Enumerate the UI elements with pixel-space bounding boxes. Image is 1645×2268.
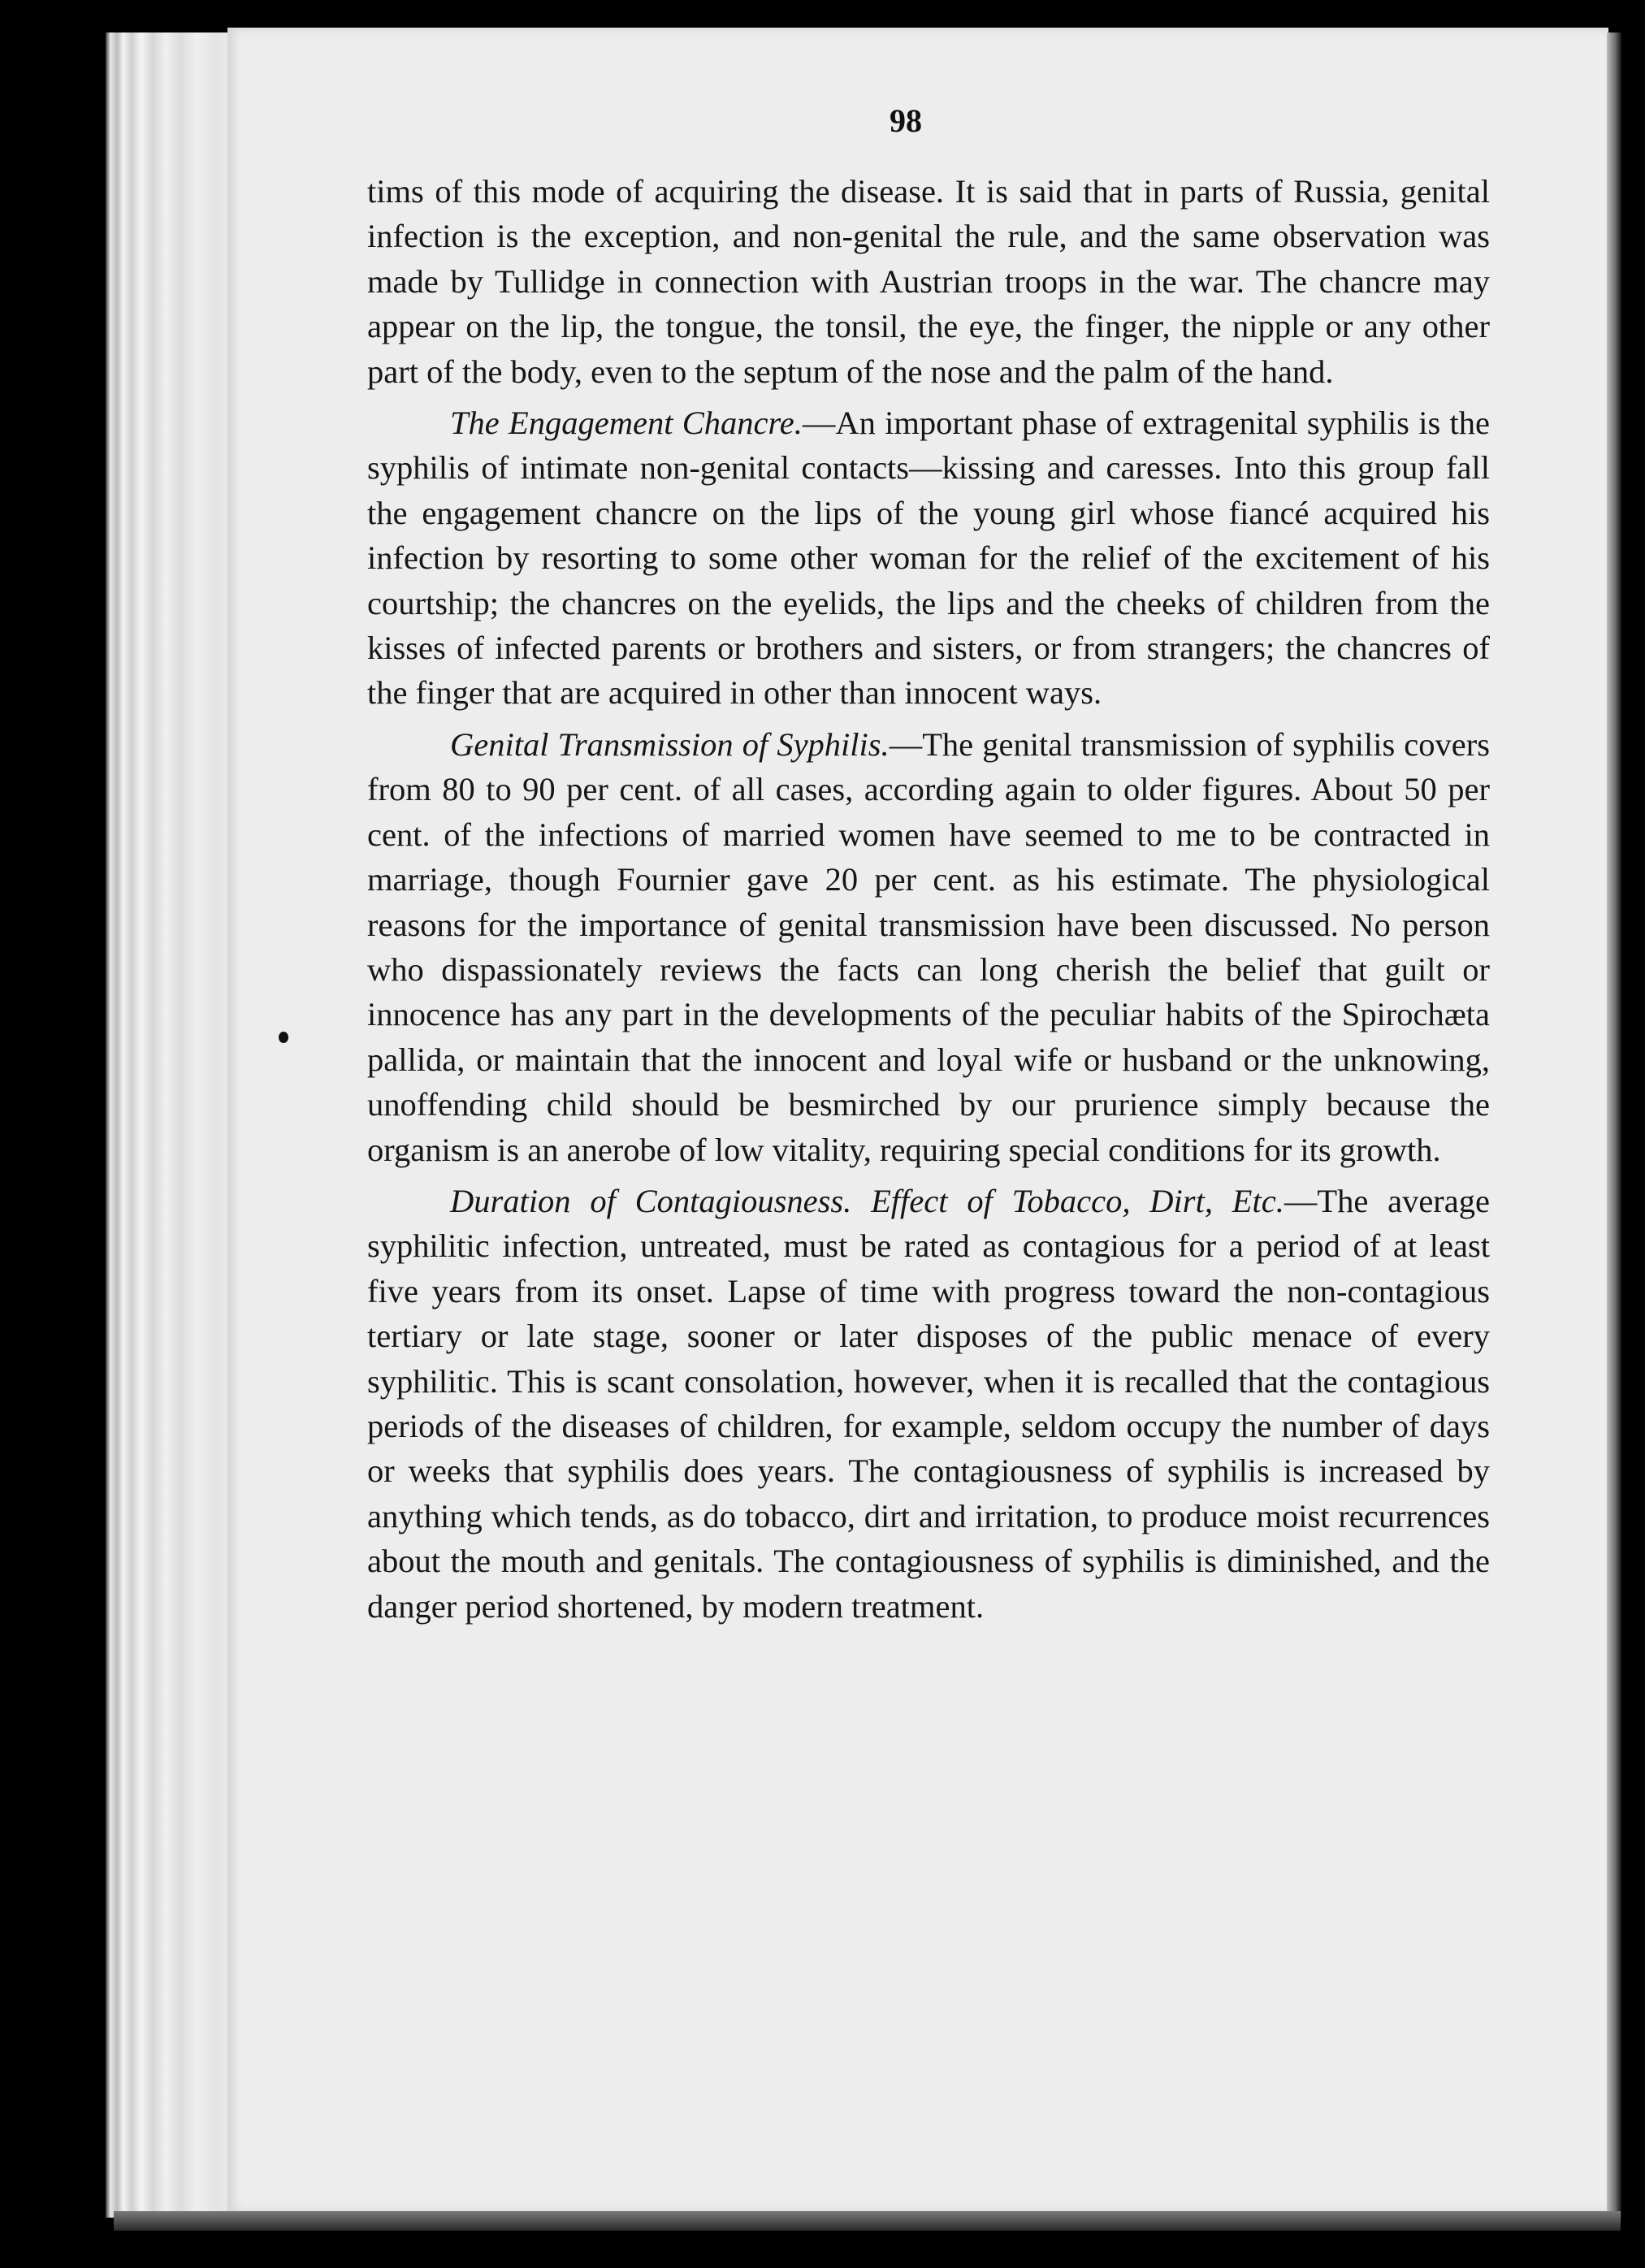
paragraph-2-body: —An important phase of extragenital syphilis is the syphilis of intimate non-genital contacts—kissing and caresses. Into this group fall the engagement chancre on the lips of the young girl whose fiancé acquired his infection by resorting to some other woman for the relief of the excitement of his courtship; the chancres on the eyelids, the lips and the cheeks of children from the kisses of infected parents or brothers and sisters, or from strangers; the chancres of the finger that are acquired in other than innocent ways.: [367, 405, 1490, 712]
paragraph-1-body: tims of this mode of acquiring the disease. It is said that in parts of Russia, genital infection is the exception, and non-genital the rule, and the same observation was made by Tullidge in connection with Austrian troops in the war. The chancre may appear on the lip, the tongue, the tonsil, the eye, the finger, the nipple or any other part of the body, even to the septum of the nose and the palm of the hand.: [367, 173, 1490, 390]
body-text: [367, 169, 1490, 1629]
book-binding-edge: [106, 32, 236, 2218]
page-bottom-edge: [114, 2211, 1621, 2231]
paragraph-1: [367, 169, 1490, 394]
page-number: 98: [890, 102, 922, 139]
paragraph-2-heading: The Engagement Chancre.: [450, 405, 803, 442]
paragraph-3: [367, 722, 1490, 1172]
paragraph-4-heading: Duration of Contagiousness. Effect of Tobacco, Dirt, Etc.: [450, 1182, 1284, 1219]
paragraph-4-body: —The average syphilitic infection, untreated, must be rated as contagious for a period of at least five years from its onset. Lapse of time with progress toward the non-contagious tertiary or late stage, sooner or later disposes of the public menace of every syphilitic. This is scant consolation, however, when it is recalled that the contagious periods of the diseases of children, for example, seldom occupy the number of days or weeks that syphilis does years. The contagiousness of syphilis is increased by anything which tends, as do tobacco, dirt and irritation, to produce moist recurrences about the mouth and genitals. The contagiousness of syphilis is diminished, and the danger period shortened, by modern treatment.: [367, 1182, 1490, 1625]
paragraph-3-heading: Genital Transmission of Syphilis.: [450, 725, 890, 763]
paragraph-2: [367, 400, 1490, 716]
paragraph-3-body: —The genital transmission of syphilis covers from 80 to 90 per cent. of all cases, according again to older figures. About 50 per cent. of the infections of married women have seemed to me to be contracted in marriage, though Fournier gave 20 per cent. as his estimate. The physiological reasons for the importance of genital transmission have been discussed. No person who dispassionately reviews the facts can long cherish the belief that guilt or innocence has any part in the developments of the peculiar habits of the Spirochæta pallida, or maintain that the innocent and loyal wife or husband or the unknowing, unoffending child should be besmirched by our prurience simply because the organism is an anerobe of low vitality, requiring special conditions for its growth.: [367, 725, 1490, 1168]
margin-ink-dot: [279, 1032, 288, 1043]
page-right-edge: [1607, 32, 1621, 2218]
paragraph-4: [367, 1179, 1490, 1629]
